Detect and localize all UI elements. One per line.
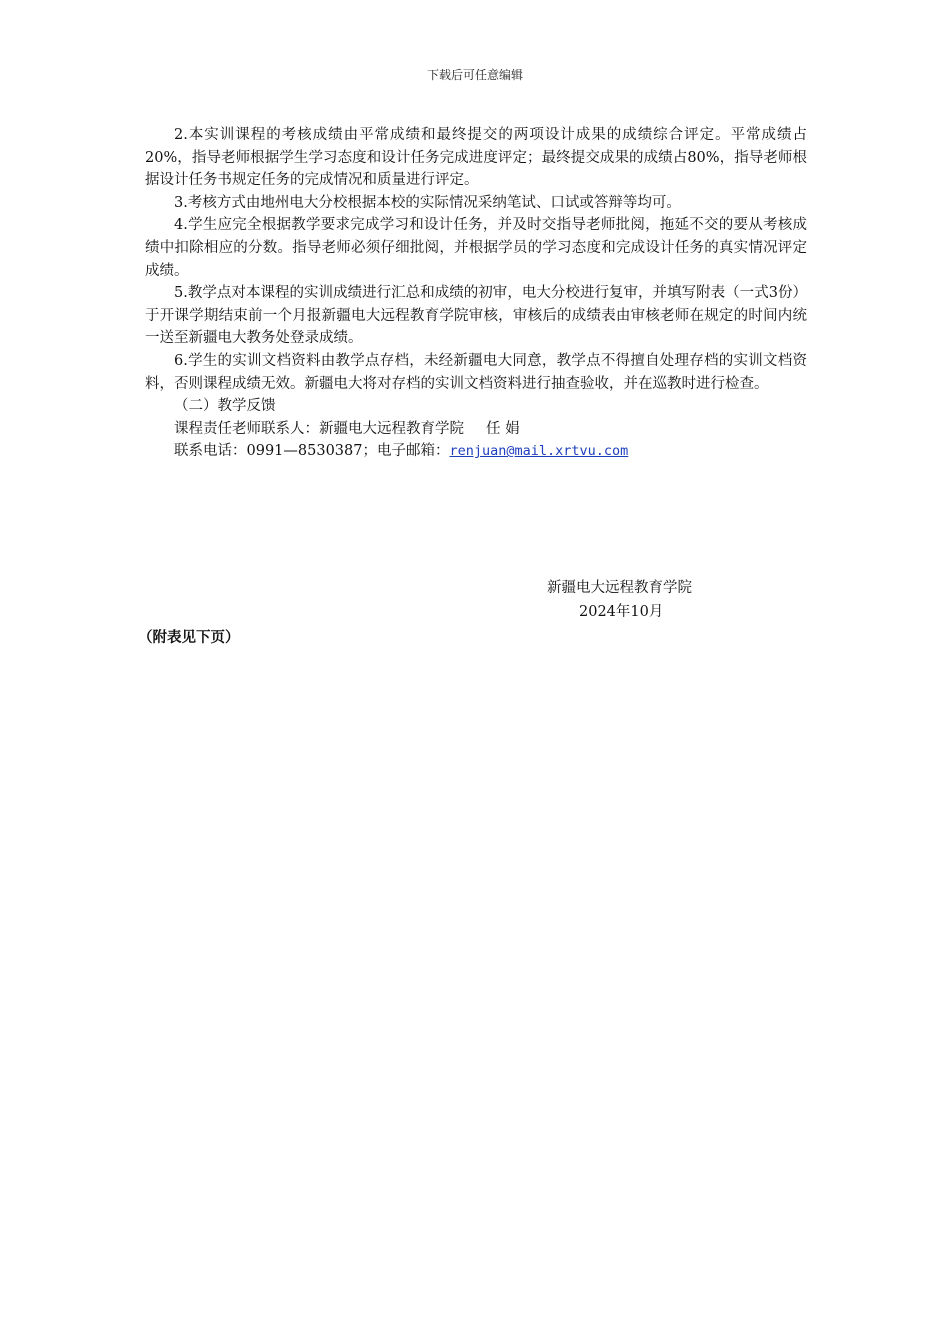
paragraph-item-5: 5.教学点对本课程的实训成绩进行汇总和成绩的初审，电大分校进行复审，并填写附表（一式3份）于开课学期结束前一个月报新疆电大远程教育学院审核，审核后的成绩表由审核老师在规定的时间内统一送至新疆电大教务处登录成绩。 (145, 285, 807, 347)
paragraph-item-6: 6.学生的实训文档资料由教学点存档，未经新疆电大同意，教学点不得擅自处理存档的实训文档资料，否则课程成绩无效。新疆电大将对存档的实训文档资料进行抽查验收，并在巡教时进行检查。 (145, 352, 807, 392)
contact-line (145, 418, 807, 441)
document-body (145, 124, 807, 463)
feedback-heading: （二）教学反馈 (174, 398, 276, 415)
phone-label: 联系电话：0991—8530387；电子邮箱： (174, 443, 450, 460)
appendix-note: （附表见下页） (138, 629, 240, 646)
contact-label: 课程责任老师联系人：新疆电大远程教育学院 (174, 420, 464, 437)
paragraph-item-3: 3.考核方式由地州电大分校根据本校的实际情况采纳笔试、口试或答辩等均可。 (174, 194, 681, 211)
phone-email-line (145, 440, 807, 463)
contact-name: 任 娟 (486, 420, 520, 437)
email-link[interactable]: renjuan@mail.xrtvu.com (449, 443, 629, 460)
page-header: 下载后可任意编辑 (426, 68, 523, 82)
signature-organization: 新疆电大远程教育学院 (547, 580, 692, 596)
signature-date: 2024年10月 (579, 604, 664, 620)
paragraph-item-2: 2.本实训课程的考核成绩由平常成绩和最终提交的两项设计成果的成绩综合评定。平常成绩占20%，指导老师根据学生学习态度和设计任务完成进度评定；最终提交成果的成绩占80%，指导老师根据设计任务书规定任务的完成情况和质量进行评定。 (145, 127, 807, 189)
paragraph-item-4: 4.学生应完全根据教学要求完成学习和设计任务，并及时交指导老师批阅，拖延不交的要从考核成绩中扣除相应的分数。指导老师必须仔细批阅，并根据学员的学习态度和完成设计任务的真实情况评定成绩。 (145, 217, 807, 279)
